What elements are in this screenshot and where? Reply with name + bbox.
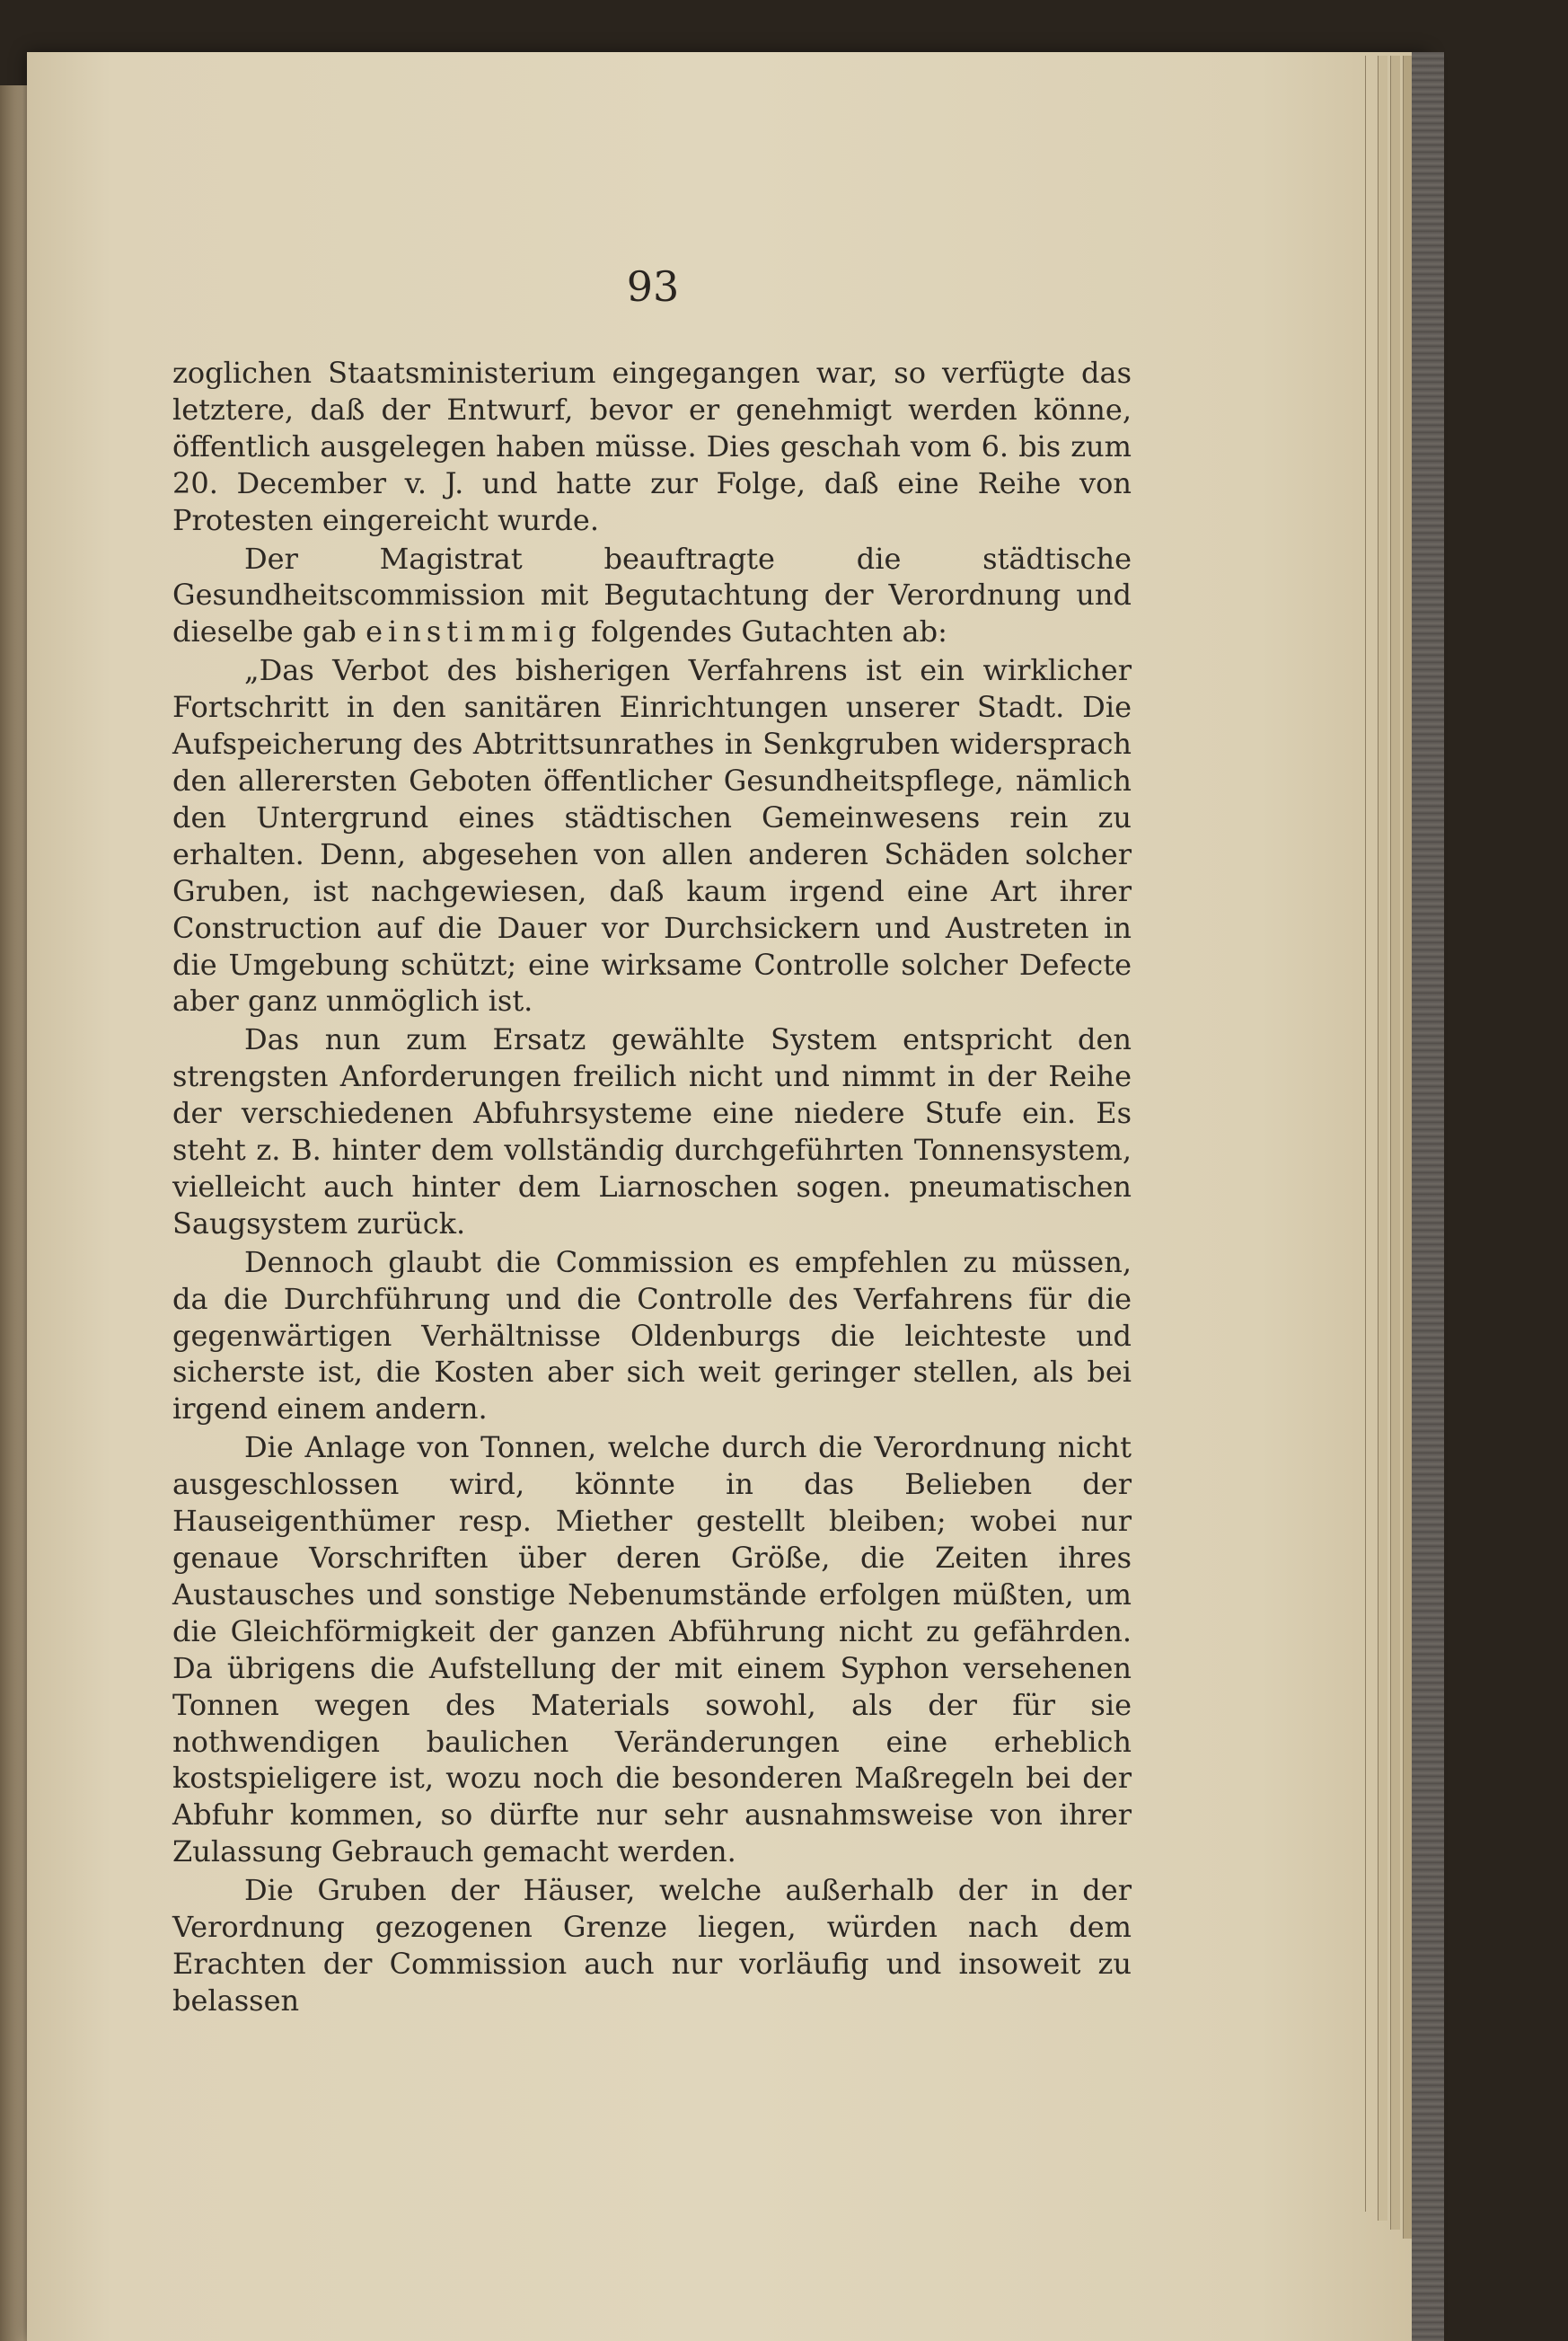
book-spine: [1412, 52, 1444, 2341]
emphasized-word: einstimmig: [366, 614, 582, 649]
paragraph-5: Dennoch glaubt die Commission es empfehlen zu müssen, da die Durchführung und die Controlle des Verfahrens für die gegenwärtigen Verhältnisse Oldenburgs die leichteste und sicherste ist, die Kosten aber sich weit geringer stellen, als bei irgend einem andern.: [172, 1244, 1132, 1427]
paragraph-7: Die Gruben der Häuser, welche außerhalb der in der Verordnung gezogenen Grenze liegen, würden nach dem Erachten der Commission auch nur vorläufig und insoweit zu belassen: [172, 1873, 1132, 2018]
paragraph-6: Die Anlage von Tonnen, welche durch die Verordnung nicht ausgeschlossen wird, könnte in das Belieben der Hauseigenthümer resp. Miether gestellt bleiben; wobei nur genaue Vorschriften über deren Größe, die Zeiten ihres Austausches und sonstige Nebenumstände erfolgen müßten, um die Gleichförmigkeit der ganzen Abführung nicht zu gefährden. Da übrigens die Aufstellung der mit einem Syphon versehenen Tonnen wegen des Materials sowohl, als der für sie nothwendigen baulichen Veränderungen eine erheblich kostspieligere ist, wozu noch die besonderen Maßregeln bei der Abfuhr kommen, so dürfte nur sehr ausnahmsweise von ihrer Zulassung Gebrauch gemacht werden.: [172, 1430, 1132, 1869]
paragraph-2-text-before: Der Magistrat beauftragte die städtische Gesundheitscommission mit Begutachtung der Verordnung und dieselbe gab: [172, 541, 1132, 649]
paragraph-2: [172, 541, 1132, 651]
paragraph-3: „Das Verbot des bisherigen Verfahrens ist ein wirklicher Fortschritt in den sanitären Einrichtungen unserer Stadt. Die Aufspeicherung des Abtrittsunrathes in Senkgruben widersprach den allerersten Geboten öffentlicher Gesundheitspflege, nämlich den Untergrund eines städtischen Gemeinwesens rein zu erhalten. Denn, abgesehen von allen anderen Schäden solcher Gruben, ist nachgewiesen, daß kaum irgend eine Art ihrer Construction auf die Dauer vor Durchsickern und Austreten in die Umgebung schützt; eine wirksame Controlle solcher Defecte aber ganz unmöglich ist.: [172, 653, 1132, 1019]
page-edge-stack: [1378, 56, 1387, 2221]
page-edge-stack: [1365, 56, 1375, 2212]
body-text: [172, 355, 1132, 2021]
paragraph-1: zoglichen Staatsministerium eingegangen war, so verfügte das letztere, daß der Entwurf, bevor er genehmigt werden könne, öffentlich ausgelegen haben müsse. Dies geschah vom 6. bis zum 20. December v. J. und hatte zur Folge, daß eine Reihe von Protesten eingereicht wurde.: [172, 356, 1132, 537]
page-number: 93: [626, 262, 680, 311]
page-edge-stack: [1390, 56, 1400, 2230]
paragraph-4: Das nun zum Ersatz gewählte System entspricht den strengsten Anforderungen freilich nicht und nimmt in der Reihe der verschiedenen Abfuhrsysteme eine niedere Stufe ein. Es steht z. B. hinter dem vollständig durchgeführten Tonnensystem, vielleicht auch hinter dem Liarnoschen sogen. pneumatischen Saugsystem zurück.: [172, 1022, 1132, 1241]
paragraph-2-text-after: folgendes Gutachten ab:: [581, 614, 947, 649]
